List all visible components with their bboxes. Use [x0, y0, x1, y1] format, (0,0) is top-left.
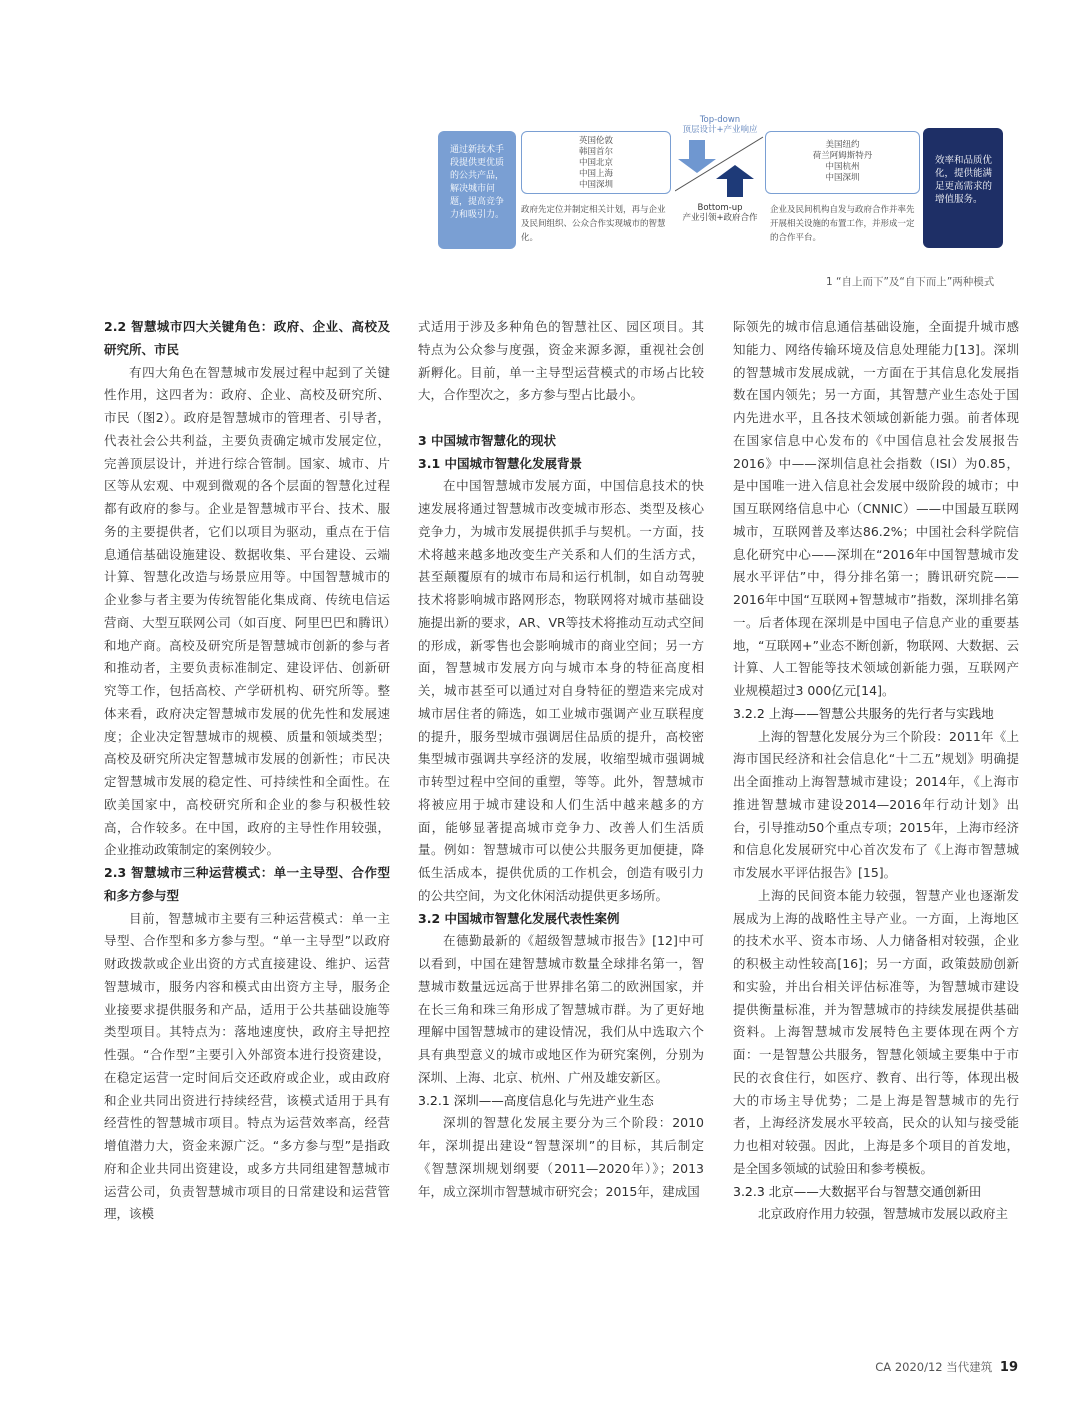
city-item: 美国纽约 — [825, 140, 860, 150]
city-item: 中国北京 — [578, 158, 613, 168]
section-heading-2-3: 2.3 智慧城市三种运营模式：单一主导型、合作型和多方参与型 — [104, 865, 390, 903]
text-column-1 — [104, 316, 390, 1226]
city-item: 中国上海 — [578, 169, 613, 179]
topdown-cities-panel — [521, 131, 671, 194]
section-heading-3-2: 3.2 中国城市智慧化发展代表性案例 — [418, 910, 620, 926]
city-item: 中国深圳 — [578, 180, 613, 190]
page-footer — [875, 1359, 1018, 1375]
paragraph: 上海的智慧化发展分为三个阶段：2011年《上海市国民经济和社会信息化“十二五”规划》明确提出全面推动上海智慧城市建设；2014年，《上海市推进智慧城市建设2014—2016年行动计划》出台，引导推动50个重点专项；2015年，上海市经济和信息化发展研究中心首次发布了《上海市智慧城市发展水平评估报告》[15]。 — [733, 728, 1019, 880]
figure-left-box: 通过新技术手段提供更优质的公共产品，解决城市问题，提高竞争力和吸引力。 — [438, 131, 516, 249]
paragraph: 式适用于涉及多种角色的智慧社区、园区项目。其特点为公众参与度强，资金来源多源，重视社会创新孵化。目前，单一主导型运营模式的市场占比较大，合作型次之，多方参与型占比最小。 — [418, 319, 704, 403]
paragraph: 在德勤最新的《超级智慧城市报告》[12]中可以看到，中国在建智慧城市数量全球排名第一，智慧城市数量远远高于世界排名第二的欧洲国家，并在长三角和珠三角形成了智慧城市群。为了更好地理解中国智慧城市的建设情况，我们从中选取六个具有典型意义的城市或地区作为研究案例，分别为深圳、上海、北京、杭州、广州及雄安新区。 — [418, 933, 704, 1085]
text-column-2 — [418, 316, 704, 1203]
city-item: 中国深圳 — [825, 173, 860, 183]
bottomup-cities-panel — [765, 131, 920, 194]
bottomup-label: Bottom-up 产业引领+政府合作 — [682, 203, 758, 223]
paragraph: 上海的民间资本能力较强，智慧产业也逐渐发展成为上海的战略性主导产业。一方面，上海地区的技术水平、资本市场、人力储备相对较强，企业的积极主动性较高[16]；另一方面，政策鼓励创新和实验，并出台相关评估标准等，为智慧城市建设提供衡量标准，并为智慧城市的持续发展提供基础资料。上海智慧城市发展特色主要体现在两个方面：一是智慧公共服务，智慧化领域主要集中于市民的衣食住行，如医疗、教育、出行等，体现出极大的市场主导优势；二是上海是智慧城市的先行者，上海经济发展水平较高，民众的认知与接受能力也相对较强。因此，上海是多个项目的首发地，是全国多领域的试验田和参考模板。 — [733, 887, 1019, 1176]
section-heading-3-2-2: 3.2.2 上海——智慧公共服务的先行者与实践地 — [733, 705, 994, 721]
city-item: 英国伦敦 — [578, 136, 613, 146]
topdown-description: 政府先定位并制定相关计划，再与企业及民间组织、公众合作实现城市的智慧化。 — [521, 205, 666, 243]
bottomup-city-list — [766, 132, 919, 184]
city-item: 荷兰阿姆斯特丹 — [812, 151, 873, 161]
section-heading-3-1: 3.1 中国城市智慧化发展背景 — [418, 455, 582, 471]
page-number: 19 — [999, 1360, 1018, 1375]
topdown-label: Top-down 顶层设计+产业响应 — [682, 115, 758, 135]
paragraph: 际领先的城市信息通信基础设施，全面提升城市感知能力、网络传输环境及信息处理能力[13]。深圳的智慧城市发展成就，一方面在于其信息化发展指数在国内领先；另一方面，其智慧产业生态处于国内先进水平，且各技术领域创新能力强。前者体现在国家信息中心发布的《中国信息社会发展报告2016》中——深圳信息社会指数（ISI）为0.85，是中国唯一进入信息社会发展中级阶段的城市；中国互联网络信息中心（CNNIC）——中国最互联网城市，互联网普及率达86.2%；中国社会科学院信息化研究中心——深圳在“2016年中国智慧城市发展水平评估”中，得分排名第一；腾讯研究院——2016年中国“互联网+智慧城市”指数，深圳排名第一。后者体现在深圳是中国电子信息产业的重要基地，“互联网+”业态不断创新，物联网、大数据、云计算、人工智能等技术领域创新能力强，互联网产业规模超过3 000亿元[14]。 — [733, 319, 1019, 698]
up-arrow-icon — [716, 165, 754, 197]
paragraph: 在中国智慧城市发展方面，中国信息技术的快速发展将通过智慧城市改变城市形态、类型及核心竞争力，为城市发展提供抓手与契机。一方面，技术将越来越多地改变生产关系和人们的生活方式，甚至颠覆原有的城市布局和运行机制，如自动驾驶技术将影响城市路网形态，物联网将对城市基础设施提出新的要求，AR、VR等技术将推动互动式空间的形成，新零售也会影响城市的商业空间；另一方面，智慧城市发展方向与城市本身的特征高度相关，城市甚至可以通过对自身特征的塑造来完成对城市居住者的筛选，如工业城市强调产业互联程度的提升，服务型城市强调居住品质的提升，高校密集型城市强调共享经济的发展，收缩型城市强调城市转型过程中空间的重塑，等等。此外，智慧城市将被应用于城市建设和人们生活中越来越多的方面，能够显著提高城市竞争力、改善人们生活质量。例如：智慧城市可以使公共服务更加便捷，降低生活成本，提供优质的工作机会，创造有吸引力的公共空间，为文化休闲活动提供更多场所。 — [418, 478, 704, 903]
section-heading-2-2: 2.2 智慧城市四大关键角色：政府、企业、高校及研究所、市民 — [104, 319, 390, 357]
topdown-city-list — [522, 132, 670, 191]
journal-name: CA 2020/12 当代建筑 — [875, 1360, 993, 1374]
figure-right-box: 效率和品质优化，提供能满足更高需求的增值服务。 — [923, 128, 1003, 248]
figure-1 — [435, 115, 1005, 255]
section-heading-3-2-3: 3.2.3 北京——大数据平台与智慧交通创新田 — [733, 1183, 982, 1199]
paragraph: 目前，智慧城市主要有三种运营模式：单一主导型、合作型和多方参与型。“单一主导型”以政府财政拨款或企业出资的方式直接建设、维护、运营智慧城市，服务内容和模式由出资方主导，服务企业接要求提供服务和产品，适用于公共基础设施等类型项目。其特点为：落地速度快，政府主导把控性强。“合作型”主要引入外部资本进行投资建设，在稳定运营一定时间后交还政府或企业，或由政府和企业共同出资进行持续经营，该模式适用于具有经营性的智慧城市项目。特点为运营效率高，经营增值潜力大，资金来源广泛。“多方参与型”是指政府和企业共同出资建设，或多方共同组建智慧城市运营公司，负责智慧城市项目的日常建设和运营管理，该模 — [104, 910, 390, 1222]
bottomup-description: 企业及民间机构自发与政府合作并率先开展相关设施的布置工作，并形成一定的合作平台。 — [770, 205, 915, 243]
text-column-3 — [733, 316, 1019, 1226]
paragraph: 深圳的智慧化发展主要分为三个阶段：2010年，深圳提出建设“智慧深圳”的目标，其后制定《智慧深圳规划纲要（2011—2020年）》；2013年，成立深圳市智慧城市研究会；2015年，建成国 — [418, 1115, 704, 1199]
paragraph: 北京政府作用力较强，智慧城市发展以政府主 — [758, 1206, 1009, 1222]
figure-caption: 1 “自上而下”及“自下而上”两种模式 — [826, 276, 995, 288]
arrows-graphic — [675, 115, 765, 255]
section-heading-3: 3 中国城市智慧化的现状 — [418, 432, 557, 448]
paragraph: 有四大角色在智慧城市发展过程中起到了关键性作用，这四者为：政府、企业、高校及研究所、市民（图2）。政府是智慧城市的管理者、引导者，代表社会公共利益，主要负责确定城市发展定位，完善顶层设计，并进行综合管制。国家、城市、片区等从宏观、中观到微观的各个层面的智慧化过程都有政府的参与。企业是智慧城市平台、技术、服务的主要提供者，它们以项目为驱动，重点在于信息通信基础设施建设、数据收集、平台建设、云端计算、智慧化改造与场景应用等。中国智慧城市的企业参与者主要为传统智能化集成商、传统电信运营商、大型互联网公司（如百度、阿里巴巴和腾讯）和地产商。高校及研究所是智慧城市创新的参与者和推动者，主要负责标准制定、建设评估、创新研究等工作，包括高校、产学研机构、研究所等。整体来看，政府决定智慧城市发展的优先性和发展速度；企业决定智慧城市的规模、质量和领域类型；高校及研究所决定智慧城市发展的创新性；市民决定智慧城市发展的稳定性、可持续性和全面性。在欧美国家中，高校研究所和企业的参与积极性较高，合作较多。在中国，政府的主导性作用较强，企业推动政策制定的案例较少。 — [104, 364, 390, 858]
city-item: 韩国首尔 — [578, 147, 613, 157]
city-item: 中国杭州 — [825, 162, 860, 172]
section-heading-3-2-1: 3.2.1 深圳——高度信息化与先进产业生态 — [418, 1092, 654, 1108]
down-arrow-icon — [678, 140, 716, 173]
